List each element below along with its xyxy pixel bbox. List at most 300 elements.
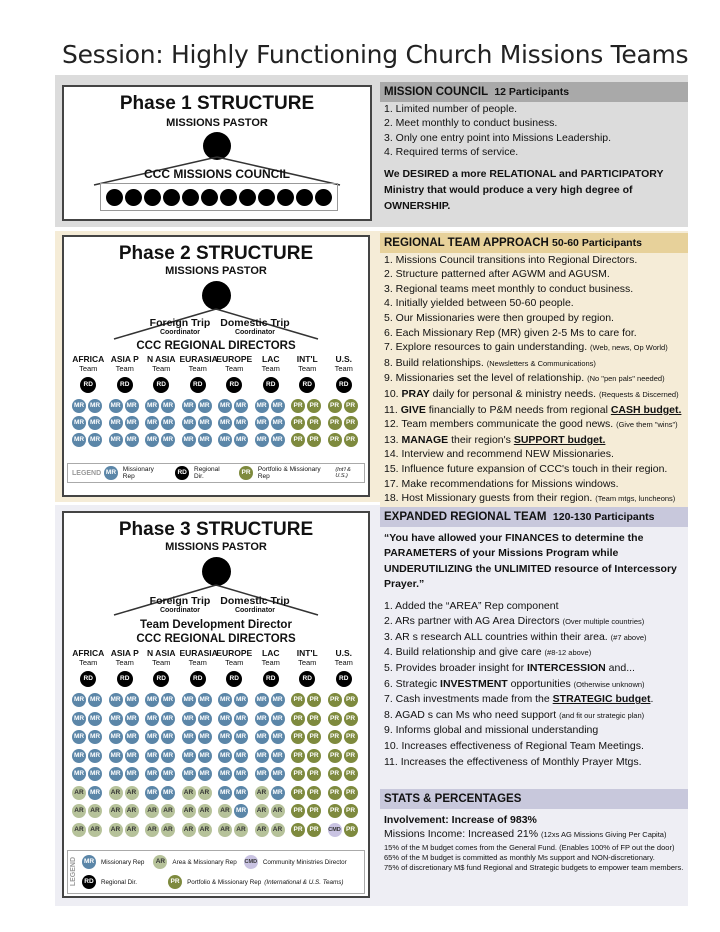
phase3-pastor: MISSIONS PASTOR [165,541,267,553]
mr-chip: MR [161,712,175,726]
mr-chip: MR [198,693,212,707]
ar-chip: AR [255,786,269,800]
mr-chip: MR [161,730,175,744]
ar-chip: AR [218,823,232,837]
list-item: 10. Increases effectiveness of Regional Team Meetings. [384,739,644,752]
pr-chip: PR [291,767,305,781]
mr-chip: MR [255,749,269,763]
list-item: 9. Informs global and missional understanding [384,724,599,737]
page-title: Session: Highly Functioning Church Missions Teams [62,40,689,69]
member-row [72,693,364,707]
council-member-dot [182,189,199,206]
rd-chip: RD [153,671,169,687]
mr-chip: MR [72,749,86,763]
mr-chip: MR [234,786,248,800]
pr-chip: PR [344,767,358,781]
region-header: LAC Team [261,354,280,373]
mr-chip: MR [109,730,123,744]
mr-chip: MR [271,730,285,744]
mr-chip: MR [72,712,86,726]
mr-chip: MR [109,433,123,447]
member-row [72,416,364,430]
mr-chip: MR [218,433,232,447]
pr-chip: PR [328,433,342,447]
phase3-regions [70,649,362,667]
mr-chip: MR [145,399,159,413]
list-item: 18. Host Missionary guests from their region. (Team mtgs, luncheons) [384,492,676,505]
member-row [72,730,364,744]
list-item: 17. Make recommendations for Missions windows. [384,477,619,490]
pr-chip: PR [344,712,358,726]
list-item: 6. Each Missionary Rep (MR) given 2-5 Ms to care for. [384,326,637,339]
council-member-dot [106,189,123,206]
list-item: 8. Build relationships. (Newsletters & Communications) [384,356,596,369]
region-header: AFRICA Team [72,648,105,667]
ar-chip: AR [271,823,285,837]
mr-chip: MR [145,433,159,447]
mr-chip: MR [125,399,139,413]
mr-chip: MR [88,786,102,800]
phase3-title: Phase 3 STRUCTURE [118,519,314,540]
mr-chip: MR [145,693,159,707]
list-item: 7. Explore resources to gain understanding. (Web, news, Op World) [384,341,668,354]
list-item: 6. Strategic INVESTMENT opportunities (Otherwise unknown) [384,677,645,690]
list-item: 10. PRAY daily for personal & ministry needs. (Requests & Discerned) [384,387,679,400]
mr-chip: MR [218,399,232,413]
list-item: 2. Meet monthly to conduct business. [384,117,558,130]
mr-chip: MR [271,399,285,413]
list-item: 11. GIVE financially to P&M needs from regional CASH budget. [384,403,682,416]
ar-chip: AR [182,804,196,818]
mr-chip: MR [125,767,139,781]
mr-chip: MR [109,749,123,763]
mr-chip: MR [88,767,102,781]
ar-chip: AR [161,823,175,837]
stat-line: 15% of the M budget comes from the General Fund. (Enables 100% of FP out the door) [384,842,675,852]
ar-chip: AR [88,823,102,837]
ar-chip: AR [125,804,139,818]
rd-chip: RD [226,671,242,687]
mr-chip: MR [145,712,159,726]
mr-chip: MR [198,416,212,430]
stats-panel [380,789,688,873]
mr-chip: MR [255,693,269,707]
mr-chip: MR [145,730,159,744]
member-row [72,786,364,800]
mr-chip: MR [161,767,175,781]
mr-chip: MR [72,399,86,413]
ar-chip: AR [218,804,232,818]
mr-chip: MR [125,749,139,763]
council-member-dot [277,189,294,206]
expanded-team-list [380,599,688,771]
domestic-trip: Domestic Trip Coordinator [220,317,290,336]
mr-chip: MR [182,416,196,430]
member-row [72,767,364,781]
mr-chip: MR [88,730,102,744]
mr-chip: MR [234,399,248,413]
ar-chip: AR [198,823,212,837]
rd-chip: RD [263,671,279,687]
mr-chip: MR [145,749,159,763]
regional-team-header: REGIONAL TEAM APPROACH 50-60 Participants [380,233,688,253]
ar-chip: AR [145,804,159,818]
mr-chip: MR [88,693,102,707]
ar-chip: AR [109,823,123,837]
desire-text: We DESIRED a more RELATIONAL and PARTICIPATORY Ministry that would produce a very high degree of OWNERSHIP. [384,167,664,212]
mr-chip: MR [125,712,139,726]
member-row [72,749,364,763]
foreign-trip: Foreign Trip Coordinator [149,595,211,614]
stat-line: 75% of discretionary M$ fund Regional and Strategic budgets to empower team members. [384,862,684,872]
council-member-dot [220,189,237,206]
mr-chip: MR [198,433,212,447]
pr-chip: PR [291,433,305,447]
mr-chip: MR [271,433,285,447]
region-header: U.S. Team [334,648,353,667]
phase1-title: Phase 1 STRUCTURE [119,93,315,114]
ar-chip: AR [198,804,212,818]
mr-chip: MR [234,433,248,447]
pr-chip: PR [291,786,305,800]
rd-chip: RD [153,377,169,393]
mr-chip: MR [109,693,123,707]
council-member-dot [239,189,256,206]
region-header: INT'L Team [296,648,318,667]
mr-chip: MR [255,416,269,430]
region-header: N ASIA Team [147,354,176,373]
expanded-team-panel [380,507,688,770]
mr-chip: MR [255,730,269,744]
ar-chip: AR [125,823,139,837]
cmd-chip: CMD [328,823,342,837]
foreign-trip: Foreign Trip Coordinator [149,317,211,336]
list-item: 11. Increases the effectiveness of Monthly Prayer Mtgs. [384,755,642,768]
pr-chip: PR [328,804,342,818]
rd-row [70,671,362,687]
pr-chip: PR [291,712,305,726]
pr-chip: PR [307,767,321,781]
pr-chip: PR [344,730,358,744]
mr-chip: MR [161,749,175,763]
pr-chip: PR [328,399,342,413]
rd-chip: RD [299,377,315,393]
list-item: 5. Our Missionaries were then grouped by region. [384,311,614,324]
council-member-dot [296,189,313,206]
list-item: 2. Structure patterned after AGWM and AGUSM. [384,268,610,281]
mr-chip: MR [72,693,86,707]
phase3-directors: CCC REGIONAL DIRECTORS [136,633,296,645]
pr-chip: PR [344,399,358,413]
mr-chip: MR [145,767,159,781]
region-header: LAC Team [261,648,280,667]
mr-chip: MR [88,433,102,447]
quote-text: “You have allowed your FINANCES to determine the PARAMETERS of your Missions Program while UNDERUTILIZING the UNLIMITED resource of Intercessory Prayer.” [384,531,677,591]
list-item: 4. Build relationship and give care (#8-12 above) [384,646,592,659]
mr-chip: MR [234,693,248,707]
region-header: EURASIA Team [179,648,218,667]
mr-chip: MR [182,767,196,781]
mr-chip: MR [234,804,248,818]
mr-chip: MR [109,416,123,430]
pr-chip: PR [344,786,358,800]
pr-chip: PR [344,433,358,447]
mr-chip: MR [271,767,285,781]
mr-chip: MR [234,730,248,744]
list-item: 3. Regional teams meet monthly to conduct business. [384,282,634,295]
mr-chip: MR [198,749,212,763]
ar-chip: AR [72,786,86,800]
region-header: EUROPE Team [216,354,253,373]
ar-chip: AR [198,786,212,800]
council-member-dot [258,189,275,206]
pr-chip: PR [344,804,358,818]
rd-chip: RD [263,377,279,393]
region-header: ASIA P Team [110,648,139,667]
pr-chip: PR [307,749,321,763]
region-header: N ASIA Team [147,648,176,667]
mr-chip: MR [72,416,86,430]
mr-chip: MR [198,767,212,781]
list-item: 13. MANAGE their region's SUPPORT budget. [384,433,606,446]
phase1-diagram [62,85,372,221]
mr-chip: MR [161,433,175,447]
list-item: 3. AR s research ALL countries within their area. (#7 above) [384,630,647,643]
list-item: 8. AGAD s can Ms who need support (and fit our strategic plan) [384,708,645,721]
phase1-pastor: MISSIONS PASTOR [166,117,268,129]
stats-lines [380,843,688,873]
ar-chip: AR [182,823,196,837]
council-members [100,183,338,211]
mr-chip: MR [218,767,232,781]
mr-chip: MR [234,712,248,726]
pr-chip: PR [344,749,358,763]
mr-chip: MR [125,433,139,447]
mr-chip: MR [255,712,269,726]
member-row [72,804,364,818]
mr-chip: MR [125,730,139,744]
pr-chip: PR [307,730,321,744]
pr-chip: PR [291,416,305,430]
ar-chip: AR [145,823,159,837]
pr-chip: PR [307,416,321,430]
mr-chip: MR [234,749,248,763]
mr-chip: MR [125,693,139,707]
ar-chip: AR [255,823,269,837]
mr-chip: MR [218,786,232,800]
phase2-title: Phase 2 STRUCTURE [118,243,314,264]
region-header: EURASIA Team [179,354,218,373]
stat-line: 65% of the M budget is committed as monthly Ms support and NON-discretionary. [384,852,655,862]
mr-chip: MR [255,767,269,781]
mr-chip: MR [218,693,232,707]
mr-chip: MR [182,693,196,707]
ar-chip: AR [72,823,86,837]
mr-chip: MR [198,730,212,744]
mr-chip: MR [109,399,123,413]
pr-chip: PR [291,399,305,413]
list-item: 1. Added the “AREA” Rep component [384,599,559,612]
ar-chip: AR [88,804,102,818]
pr-chip: PR [344,693,358,707]
rd-chip: RD [80,377,96,393]
council-member-dot [315,189,332,206]
mr-chip: MR [161,693,175,707]
stats-header: STATS & PERCENTAGES [380,789,688,809]
rd-chip: RD [336,377,352,393]
ar-chip: AR [255,804,269,818]
mission-council-list [380,102,688,160]
ar-chip: AR [109,804,123,818]
member-row [72,433,364,447]
rd-chip: RD [117,671,133,687]
pr-chip: PR [328,767,342,781]
region-header: AFRICA Team [72,354,105,373]
rd-chip: RD [117,377,133,393]
regional-team-list [380,253,688,507]
rd-chip: RD [299,671,315,687]
mr-chip: MR [88,416,102,430]
pr-chip: PR [291,749,305,763]
mr-chip: MR [234,416,248,430]
mr-chip: MR [88,399,102,413]
expanded-team-header: EXPANDED REGIONAL TEAM 120-130 Participants [380,507,688,527]
member-row [72,712,364,726]
phase3-diagram [62,511,370,898]
phase2-pastor: MISSIONS PASTOR [165,265,267,277]
mr-chip: MR [218,730,232,744]
pr-chip: PR [328,786,342,800]
mr-chip: MR [161,416,175,430]
mr-chip: MR [255,433,269,447]
mr-chip: MR [182,712,196,726]
domestic-trip: Domestic Trip Coordinator [220,595,290,614]
mr-chip: MR [109,767,123,781]
pr-chip: PR [344,416,358,430]
team-development-director: Team Development Director [140,619,292,631]
ar-chip: AR [234,823,248,837]
phase2-diagram [62,235,370,497]
ar-chip: AR [182,786,196,800]
ar-chip: AR [72,804,86,818]
list-item: 4. Initially yielded between 50-60 people. [384,297,574,310]
council-member-dot [201,189,218,206]
pr-chip: PR [307,804,321,818]
phase2-legend: LEGEND MR Missionary Rep RD Regional Dir. PR Portfolio & Missionary Rep (Int'l & U.S.) [67,463,365,483]
mr-chip: MR [271,749,285,763]
pr-chip: PR [307,693,321,707]
mr-chip: MR [125,416,139,430]
list-item: 3. Only one entry point into Missions Leadership. [384,131,612,144]
mr-chip: MR [218,712,232,726]
mr-chip: MR [198,712,212,726]
pr-chip: PR [328,749,342,763]
mr-chip: MR [255,399,269,413]
region-header: INT'L Team [296,354,318,373]
mr-chip: MR [271,693,285,707]
member-row [72,399,364,413]
pr-chip: PR [307,823,321,837]
mr-chip: MR [72,767,86,781]
pr-chip: PR [344,823,358,837]
mr-chip: MR [145,786,159,800]
mr-chip: MR [182,399,196,413]
mission-council-header: MISSION COUNCIL 12 Participants [380,82,688,102]
pr-chip: PR [307,712,321,726]
pr-chip: PR [328,416,342,430]
region-header: EUROPE Team [216,648,253,667]
mr-chip: MR [271,416,285,430]
stats-involvement: Involvement: Increase of 983% [384,813,537,826]
mr-chip: MR [72,730,86,744]
rd-chip: RD [226,377,242,393]
list-item: 1. Missions Council transitions into Regional Directors. [384,253,638,266]
rd-chip: RD [190,671,206,687]
list-item: 7. Cash investments made from the STRATEGIC budget. [384,693,654,706]
mr-chip: MR [234,767,248,781]
pr-chip: PR [328,712,342,726]
list-item: 4. Required terms of service. [384,146,519,159]
pr-chip: PR [291,823,305,837]
pr-chip: PR [307,433,321,447]
pr-chip: PR [307,786,321,800]
list-item: 12. Team members communicate the good news. (Give them "wins") [384,418,678,431]
member-row [72,823,364,837]
rd-row [70,377,362,393]
list-item: 14. Interview and recommend NEW Missionaries. [384,448,614,461]
mr-chip: MR [198,399,212,413]
mr-chip: MR [88,749,102,763]
rd-chip: RD [190,377,206,393]
mr-chip: MR [72,433,86,447]
mr-chip: MR [182,730,196,744]
ar-chip: AR [271,804,285,818]
phase1-council: CCC MISSIONS COUNCIL [143,167,290,181]
council-member-dot [163,189,180,206]
mr-chip: MR [182,433,196,447]
mr-chip: MR [271,712,285,726]
mr-chip: MR [161,399,175,413]
mr-chip: MR [161,786,175,800]
pr-chip: PR [291,730,305,744]
mr-chip: MR [218,416,232,430]
mr-chip: MR [271,786,285,800]
pr-chip: PR [328,693,342,707]
mission-council-panel [380,82,688,214]
mr-chip: MR [182,749,196,763]
list-item: 5. Provides broader insight for INTERCESSION and... [384,661,635,674]
ar-chip: AR [161,804,175,818]
mr-chip: MR [88,712,102,726]
regional-team-panel [380,233,688,507]
pr-chip: PR [328,730,342,744]
rd-chip: RD [80,671,96,687]
list-item: 9. Missionaries set the level of relationship. (No "pen pals" needed) [384,372,665,385]
phase2-regions [70,355,362,373]
council-member-dot [125,189,142,206]
pr-chip: PR [291,693,305,707]
mr-chip: MR [109,712,123,726]
ar-chip: AR [125,786,139,800]
region-header: ASIA P Team [110,354,139,373]
list-item: 2. ARs partner with AG Area Directors (Over multiple countries) [384,615,645,628]
mr-chip: MR [145,416,159,430]
pr-chip: PR [291,804,305,818]
region-header: U.S. Team [334,354,353,373]
ar-chip: AR [109,786,123,800]
phase2-directors: CCC REGIONAL DIRECTORS [136,340,296,352]
mr-chip: MR [218,749,232,763]
